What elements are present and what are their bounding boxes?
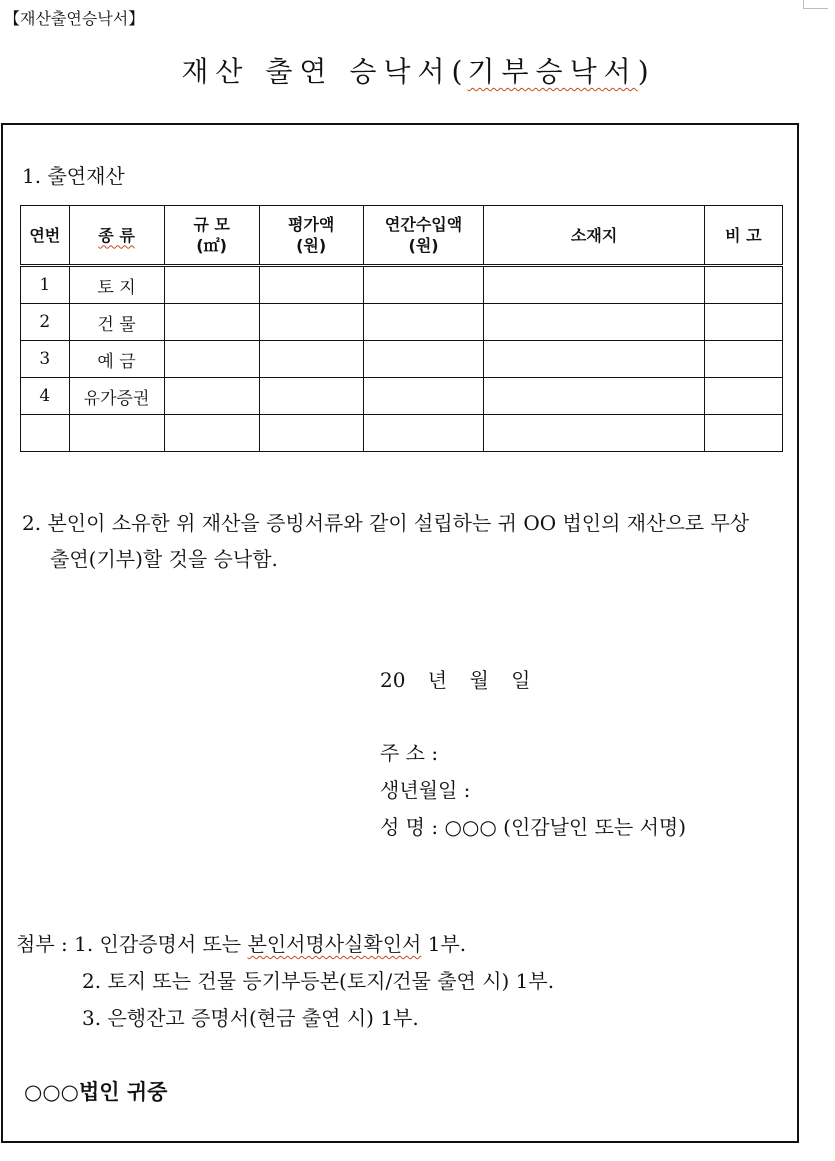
cell-type: 예 금 <box>69 341 164 378</box>
cell-income <box>363 415 484 452</box>
header-location: 소재지 <box>484 206 704 266</box>
cell-scale <box>164 415 259 452</box>
header-income <box>363 206 484 266</box>
statement-line2: 출연(기부)할 것을 승낙함. <box>50 547 278 571</box>
title-sub: 기부승낙서 <box>467 55 638 88</box>
cell-note <box>704 378 782 415</box>
cell-value <box>259 341 363 378</box>
cell-value <box>259 415 363 452</box>
cell-no: 4 <box>21 378 70 415</box>
cell-income <box>363 304 484 341</box>
header-income-line2: (원) <box>408 236 439 255</box>
cell-income <box>363 266 484 304</box>
title-paren-open: ( <box>451 55 468 88</box>
table-row <box>21 266 783 304</box>
header-type <box>69 206 164 266</box>
cell-no: 3 <box>21 341 70 378</box>
cell-note <box>704 415 782 452</box>
attachment-item-1 <box>16 926 554 963</box>
cell-value <box>259 266 363 304</box>
statement-line1: 2. 본인이 소유한 위 재산을 증빙서류와 같이 설립하는 귀 OO 법인의 재산으로 무상 <box>22 511 750 535</box>
table-row <box>21 378 783 415</box>
signature-address: 주 소 : <box>380 741 439 765</box>
addressee: ○○○법인 귀중 <box>24 1079 168 1104</box>
cell-no: 2 <box>21 304 70 341</box>
section1-heading: 1. 출연재산 <box>22 164 125 188</box>
table-row <box>21 304 783 341</box>
attachments <box>16 926 554 1037</box>
cell-value <box>259 304 363 341</box>
attachments-prefix: 첨부 : <box>16 932 75 956</box>
attachment-item-1-text: 1. 인감증명서 또는 <box>74 932 248 956</box>
cell-value <box>259 378 363 415</box>
cell-note <box>704 341 782 378</box>
header-value-line1: 평가액 <box>287 215 335 234</box>
cell-income <box>363 341 484 378</box>
cell-scale <box>164 378 259 415</box>
attachment-item-3: 3. 은행잔고 증명서(현금 출연 시) 1부. <box>82 1006 419 1030</box>
signature-date: 20 년 월 일 <box>380 668 531 692</box>
cell-type: 건 물 <box>69 304 164 341</box>
cell-no: 1 <box>21 266 70 304</box>
document-label: 【재산출연승낙서】 <box>4 9 145 28</box>
cell-note <box>704 304 782 341</box>
cell-scale <box>164 304 259 341</box>
signature-name: 성 명 : ○○○ (인감날인 또는 서명) <box>380 815 687 839</box>
attachment-item-2: 2. 토지 또는 건물 등기부등본(토지/건물 출연 시) 1부. <box>82 969 555 993</box>
cell-location <box>484 415 704 452</box>
cell-location <box>484 341 704 378</box>
cell-no <box>21 415 70 452</box>
cell-location <box>484 304 704 341</box>
header-value-line2: (원) <box>296 236 327 255</box>
header-type-label: 종 류 <box>98 225 135 245</box>
header-scale-line1: 규 모 <box>193 215 230 234</box>
header-value <box>259 206 363 266</box>
table-row <box>21 415 783 452</box>
cell-note <box>704 266 782 304</box>
page-title <box>0 50 835 90</box>
page-corner-mark <box>803 0 828 9</box>
header-no: 연번 <box>21 206 70 266</box>
cell-scale <box>164 266 259 304</box>
table-header-row <box>21 206 783 266</box>
cell-type: 유가증권 <box>69 378 164 415</box>
header-scale-line2: (㎡) <box>196 236 227 255</box>
cell-scale <box>164 341 259 378</box>
cell-income <box>363 378 484 415</box>
assets-table <box>20 205 783 452</box>
cell-type <box>69 415 164 452</box>
cell-location <box>484 266 704 304</box>
title-paren-close: ) <box>637 55 654 88</box>
signature-birth: 생년월일 : <box>380 778 471 802</box>
header-note: 비 고 <box>704 206 782 266</box>
signature-block <box>380 662 686 846</box>
attachment-item-1-tail: 1부. <box>421 932 467 956</box>
cell-location <box>484 378 704 415</box>
header-income-line1: 연간수입액 <box>384 215 463 234</box>
attachment-item-1-highlight: 본인서명사실확인서 <box>247 932 422 956</box>
cell-type: 토 지 <box>69 266 164 304</box>
consent-statement <box>22 505 812 577</box>
title-main: 재산 출연 승낙서 <box>181 55 452 88</box>
header-scale <box>164 206 259 266</box>
table-row <box>21 341 783 378</box>
